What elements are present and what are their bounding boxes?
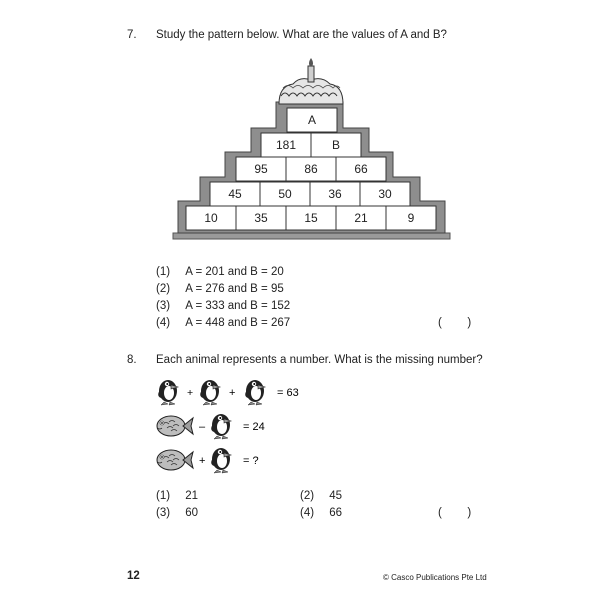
option-4[interactable] [156,317,290,329]
cake-base-plate [173,233,450,239]
option-3[interactable] [156,300,290,312]
pyramid-cell: 66 [354,162,368,176]
question-7-number: 7. [127,29,137,41]
option-3[interactable] [156,507,198,519]
equation-result: = ? [243,455,259,467]
option-text: 66 [329,507,343,519]
answer-brackets[interactable]: ( ) [438,507,472,519]
option-number: (2) [156,283,171,295]
penguin-icon [211,414,231,439]
pyramid-cell: A [307,113,317,127]
penguin-icon [200,380,220,405]
pyramid-cake-figure [0,0,600,260]
fish-icon [157,450,193,470]
plus-sign: + [229,387,236,399]
question-8-text: Each animal represents a number. What is the missing number? [156,354,483,366]
answer-brackets[interactable]: ( ) [438,317,472,329]
option-text: 60 [185,507,199,519]
pyramid-cell: 9 [407,211,415,225]
option-text: A = 333 and B = 152 [185,300,291,312]
pyramid-cell: 181 [275,138,297,152]
pyramid-cell: 86 [304,162,318,176]
cake-topping-decoration [279,58,343,104]
option-1[interactable] [156,266,284,278]
option-number: (4) [300,507,315,519]
page-number: 12 [127,570,140,582]
penguin-icon [245,380,265,405]
option-text: 21 [185,490,199,502]
pyramid-cell: 36 [328,187,342,201]
question-8-number: 8. [127,354,137,366]
penguin-icon [211,448,231,473]
option-text: A = 201 and B = 20 [185,266,284,278]
option-text: A = 276 and B = 95 [185,283,284,295]
pyramid-cell: 95 [254,162,268,176]
pyramid-cell: 21 [354,211,368,225]
option-text: 45 [329,490,343,502]
option-number: (2) [300,490,315,502]
option-1[interactable] [156,490,198,502]
option-text: A = 448 and B = 267 [185,317,291,329]
question-7-text: Study the pattern below. What are the values of A and B? [156,29,447,41]
option-number: (3) [156,300,171,312]
pyramid-cell: 50 [278,187,292,201]
minus-sign: – [199,421,206,433]
option-4[interactable] [300,507,342,519]
equation-result: = 63 [277,387,299,399]
penguin-icon [158,380,178,405]
option-2[interactable] [300,490,342,502]
option-number: (3) [156,507,171,519]
option-number: (1) [156,490,171,502]
pyramid-cell: 35 [254,211,268,225]
fish-icon [157,416,193,436]
option-2[interactable] [156,283,284,295]
plus-sign: + [187,387,194,399]
pyramid-cell: 10 [204,211,218,225]
animal-equations [0,370,600,480]
pyramid-cell: 45 [228,187,242,201]
pyramid-cell: 30 [378,187,392,201]
option-number: (4) [156,317,171,329]
plus-sign: + [199,455,206,467]
copyright-text: © Casco Publications Pte Ltd [383,573,487,582]
pyramid-cell: 15 [304,211,318,225]
pyramid-cell: B [331,138,341,152]
option-number: (1) [156,266,171,278]
equation-result: = 24 [243,421,265,433]
